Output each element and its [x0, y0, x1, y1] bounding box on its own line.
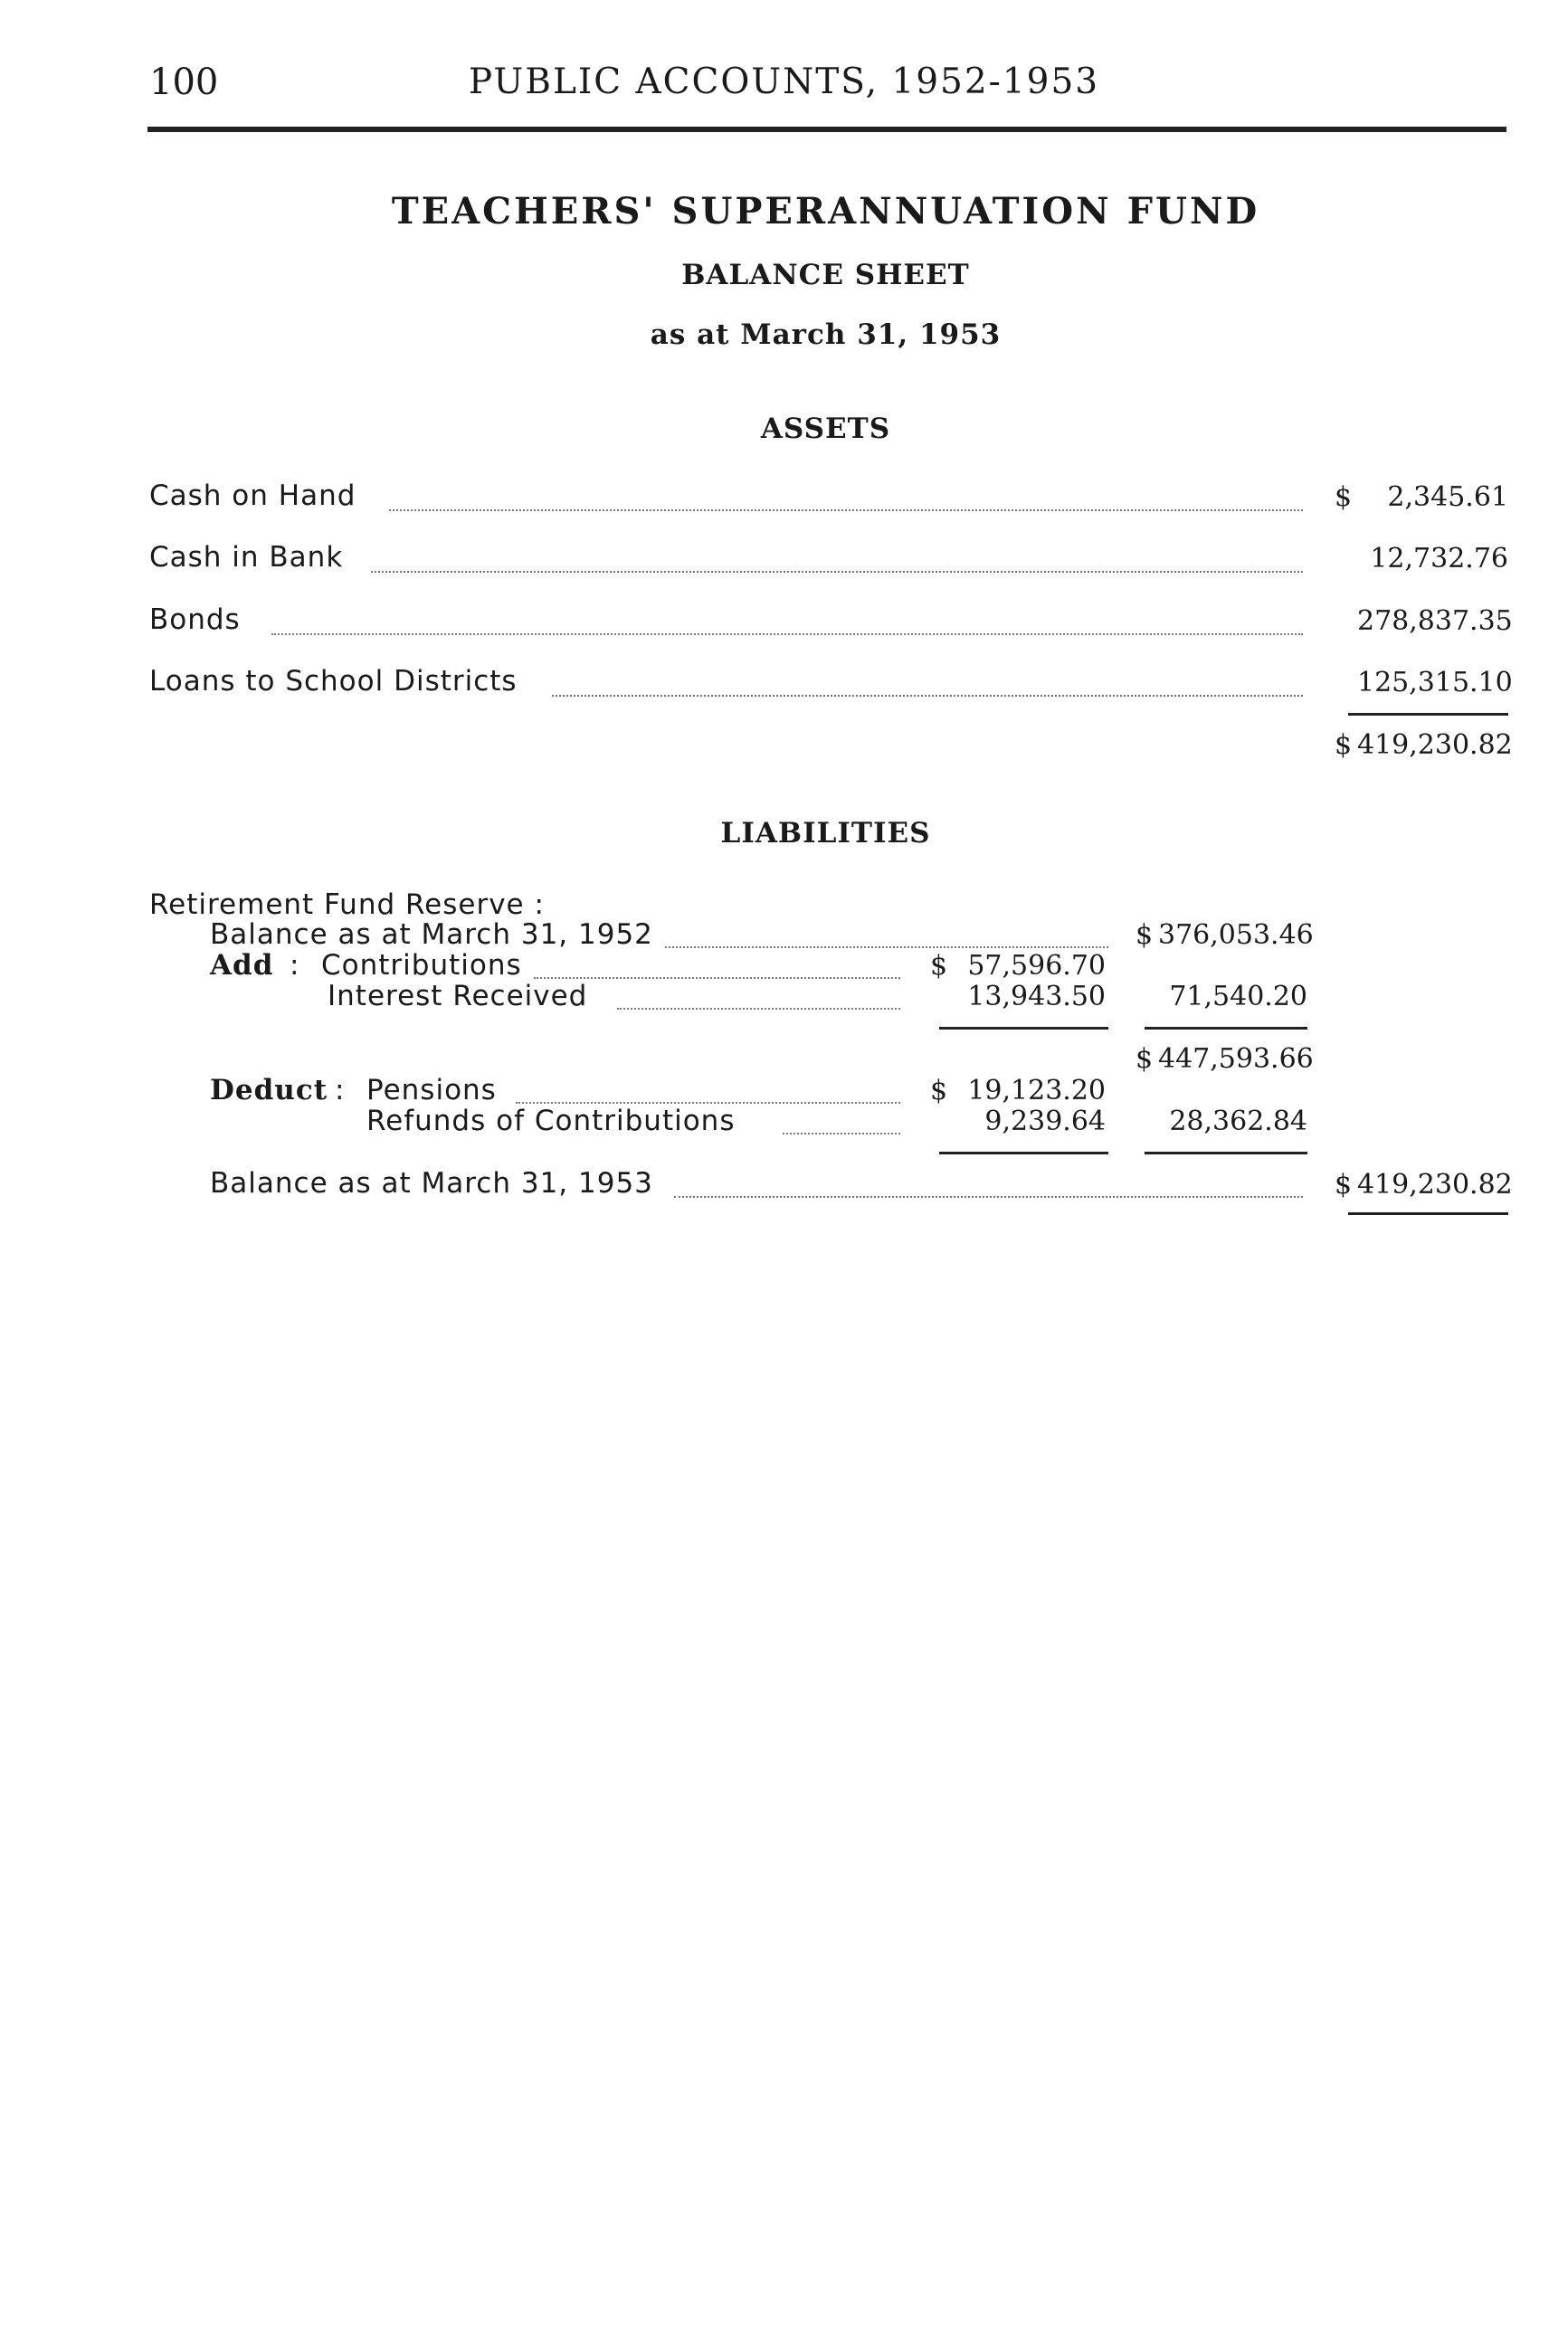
currency-sign: $ — [930, 950, 948, 982]
leader-dots — [534, 977, 900, 979]
add-subtotal: 71,540.20 — [1169, 981, 1307, 1012]
asset-amount-loans: 125,315.10 — [1357, 667, 1513, 698]
leader-dots — [674, 1196, 1303, 1198]
currency-sign: $ — [930, 1075, 948, 1106]
interest-amount: 13,943.50 — [967, 981, 1106, 1012]
liabilities-heading: LIABILITIES — [720, 817, 931, 850]
add-colon: : — [290, 949, 300, 982]
opening-balance-label: Balance as at March 31, 1952 — [210, 918, 653, 951]
closing-balance-amount: 419,230.82 — [1357, 1169, 1513, 1201]
leader-dots — [665, 946, 1108, 948]
deduct-subtotal: 28,362.84 — [1169, 1106, 1307, 1137]
total-rule — [1348, 713, 1508, 716]
interest-label: Interest Received — [328, 980, 588, 1012]
leader-dots — [389, 509, 1303, 511]
pensions-label: Pensions — [366, 1074, 497, 1106]
asset-amount-cash-on-hand: 2,345.61 — [1387, 481, 1508, 513]
asset-amount-bonds: 278,837.35 — [1357, 605, 1513, 637]
pensions-amount: 19,123.20 — [967, 1075, 1106, 1106]
header-rule — [147, 127, 1506, 132]
contributions-amount: 57,596.70 — [967, 950, 1106, 982]
assets-heading: ASSETS — [760, 413, 891, 445]
page-number: 100 — [149, 62, 219, 103]
fund-title: TEACHERS' SUPERANNUATION FUND — [391, 190, 1260, 233]
leader-dots — [271, 633, 1303, 635]
asset-label-cash-in-bank: Cash in Bank — [149, 541, 344, 574]
reserve-label: Retirement Fund Reserve : — [149, 888, 545, 921]
subtotal-rule — [1145, 1027, 1307, 1030]
currency-sign: $ — [1335, 729, 1353, 761]
subtotal-rule — [939, 1027, 1108, 1030]
opening-balance-amount: 376,053.46 — [1158, 919, 1314, 951]
asset-label-bonds: Bonds — [149, 603, 241, 636]
asset-amount-cash-in-bank: 12,732.76 — [1370, 543, 1508, 574]
deduct-keyword: Deduct — [210, 1074, 328, 1106]
leader-dots — [617, 1008, 900, 1010]
leader-dots — [552, 695, 1303, 697]
leader-dots — [516, 1102, 900, 1104]
currency-sign: $ — [1335, 1169, 1353, 1201]
assets-total: 419,230.82 — [1357, 729, 1513, 761]
leader-dots — [371, 571, 1303, 573]
statement-date: as at March 31, 1953 — [650, 318, 1002, 351]
currency-sign: $ — [1136, 919, 1154, 951]
refunds-amount: 9,239.64 — [984, 1106, 1106, 1137]
closing-balance-label: Balance as at March 31, 1953 — [210, 1167, 653, 1200]
subtotal-rule — [939, 1152, 1108, 1154]
asset-label-cash-on-hand: Cash on Hand — [149, 479, 356, 512]
gross-amount: 447,593.66 — [1158, 1043, 1314, 1075]
currency-sign: $ — [1335, 481, 1353, 513]
deduct-colon: : — [335, 1074, 346, 1106]
contributions-label: Contributions — [321, 949, 522, 982]
subtotal-rule — [1145, 1152, 1307, 1154]
asset-label-loans: Loans to School Districts — [149, 665, 518, 698]
currency-sign: $ — [1136, 1043, 1154, 1075]
add-keyword: Add — [210, 949, 274, 982]
running-title: PUBLIC ACCOUNTS, 1952-1953 — [468, 62, 1100, 102]
total-rule — [1348, 1212, 1508, 1215]
leader-dots — [783, 1133, 900, 1135]
statement-title: BALANCE SHEET — [681, 259, 970, 291]
refunds-label: Refunds of Contributions — [366, 1105, 736, 1137]
